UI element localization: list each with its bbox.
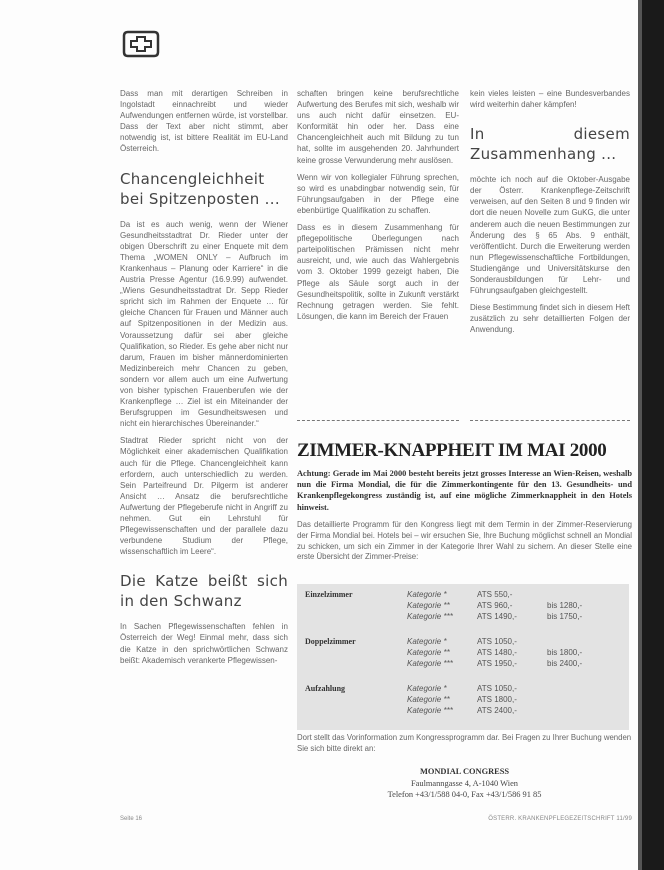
price-class: Kategorie ** <box>407 648 450 657</box>
price-class: Kategorie *** <box>407 612 453 621</box>
cross-emblem-icon <box>122 30 160 58</box>
price-from: ATS 960,- <box>477 601 513 610</box>
price-from: ATS 1800,- <box>477 695 517 704</box>
price-table <box>297 584 629 730</box>
room-category: Einzelzimmer <box>305 590 353 599</box>
paragraph: Stadtrat Rieder spricht nicht von der Möglichkeit einer akademischen Qualifikation auch für die Pflege. Chancengleichheit kann erfordern, auch unterschiedlich zu werden. Sein Parteifreund Dr. Pilgerm ist anderer Ansicht … Ansatz die berufsrechtliche Aufwertung der Pflegeberufe nicht in Angriff zu nehmen. Gut ein Lehrstuhl für Pflegewissenschaften und der parallele dazu verbundene Studium der Pflege, wissenschaftlich im Leere“. <box>120 436 288 557</box>
price-from: ATS 2400,- <box>477 706 517 715</box>
price-class: Kategorie *** <box>407 706 453 715</box>
paragraph: In Sachen Pflegewissenschaften fehlen in Österreich der Weg! Einmal mehr, dass sich die Katze in den sprichwörtlichen Schwanz beißt: Akademisch verankerte Pflegewissen- <box>120 622 288 665</box>
contact-organization: MONDIAL CONGRESS <box>419 767 510 776</box>
paragraph: Dass man mit derartigen Schreiben in Ingolstadt einnachreibt und wieder Aufwendungen entfernen würde, ist vorstellbar. Dass der Text aber nicht stimmt, aber notwendig ist, ist bittere Realität im EU-Land Österreich. <box>120 89 288 154</box>
price-from: ATS 1950,- <box>477 659 517 668</box>
column-left <box>120 88 288 672</box>
page-number: Seite 16 <box>120 816 143 822</box>
price-from: ATS 1490,- <box>477 612 517 621</box>
contact-phone: Telefon +43/1/588 04-0, Fax +43/1/586 91 85 <box>387 790 542 799</box>
price-class: Kategorie * <box>407 637 447 646</box>
price-class: Kategorie ** <box>407 695 450 704</box>
article-title: ZIMMER-KNAPPHEIT IM MAI 2000 <box>297 440 607 461</box>
paragraph: möchte ich noch auf die Oktober-Ausgabe der Österr. Krankenpflege-Zeitschrift verweisen, auf den Seiten 8 und 9 finden wir dort die neuen Novelle zum GuKG, die unter anderem auch die neuen Bestimmungen zur Änderung des § 65 Abs. 9 enthält, veröffentlicht. Durch die Erweiterung werden nun Pflegewissenschaftliche Fortbildungen, Studiengänge und Universitätskurse den Sonderausbildungen für Lehr- und Führungsaufgaben gleichgestellt. <box>470 175 630 296</box>
price-from: ATS 1480,- <box>477 648 517 657</box>
article-closing: Dort stellt das Vorinformation zum Kongressprogramm dar. Bei Fragen zu Ihrer Buchung wenden Sie sich bitte direkt an: <box>297 733 632 753</box>
column-right <box>470 88 630 342</box>
contact-address: Faulmanngasse 4, A-1040 Wien <box>411 778 518 788</box>
section-heading-zusammenhang: In diesem Zusammenhang ... <box>470 125 630 164</box>
paragraph: Dass es in diesem Zusammenhang für pflegepolitische Überlegungen nach parteipolitischen Prämissen nicht mehr ausreicht, und, wie auch das Wahlergebnis vom 3. Oktober 1999 gezeigt haben, Die Pflege als Säule sorgt auch in der Gesundheitspolitik, sollte in Zukunft verstärkt Rechnung getragen werden. Sie fehlt. Lösungen, die kann im Bereich der Frauen <box>297 223 459 321</box>
price-from: ATS 1050,- <box>477 637 517 646</box>
book-spine <box>642 0 664 870</box>
contact-block <box>297 766 632 801</box>
price-class: Kategorie ** <box>407 601 450 610</box>
price-to: bis 2400,- <box>547 659 583 668</box>
price-from: ATS 1050,- <box>477 684 517 693</box>
price-from: ATS 550,- <box>477 590 513 599</box>
paragraph: Da ist es auch wenig, wenn der Wiener Gesundheitsstadtrat Dr. Rieder unter der obigen Überschrift zu einer Enquete mit dem Thema „WOMEN ONLY – Aufbruch im Krankenhaus – Planung oder Karriere“ in die Austria Presse Agentur (16.9.99) aufwendet. „Wiens Gesundheitsstadtrat Dr. Sepp Rieder spricht sich im Rahmen der Enquete … für gleiche Chancen für Frauen und Männer auch auf Spitzenpositionen in der Medizin aus. Voraussetzung dafür sei aber gleiche Qualifikation, so Rieder. Es gehe aber nicht nur darum, Frauen im bisher männerdominierten Medizinbereich mehr Chancen zu geben, sondern vor allem auch um eine Aufwertung von bisher typischen Frauenberufen wie der Krankenpflege … Ziel ist ein Miteinander der Berufsgruppen im Gesundheitswesen und nicht ein hierarchisches Übereinander.“ <box>120 219 288 429</box>
paragraph: kein vieles leisten – eine Bundesverbandes wird weiterhin daher kämpfen! <box>470 89 630 110</box>
article-lead: Achtung: Gerade im Mai 2000 besteht bereits jetzt grosses Interesse an Wien-Reisen, weshalb nun die Firma Mondial, die für die Zimmerkontingente für den 13. Gesundheits- und Krankenpflegekongress zuständig ist, auf eine mögliche Zimmerknappheit in den Hotels hinweist. <box>297 469 632 512</box>
dashed-divider <box>470 420 630 421</box>
price-to: bis 1280,- <box>547 601 583 610</box>
room-category: Doppelzimmer <box>305 637 356 646</box>
price-class: Kategorie * <box>407 590 447 599</box>
article-body: Das detaillierte Programm für den Kongress liegt mit dem Termin in der Zimmer-Reservierung der Firma Mondial bei. Hotels bei – wir ersuchen Sie, Ihre Buchung möglichst schnell an Mondial zu schicken, um sich ein Zimmer in der Kategorie Ihrer Wahl zu sichern. An dieser Stelle eine erste Übersicht der Zimmer-Preise: <box>297 520 632 562</box>
running-footer: ÖSTERR. KRANKENPFLEGEZEITSCHRIFT 11/99 <box>488 816 632 822</box>
paragraph: Wenn wir von kollegialer Führung sprechen, so wird es unabdingbar notwendig sein, für Führungsaufgaben in der Pflege eine ebenbürtige Qualifikation zu schaffen. <box>297 172 459 215</box>
room-category: Aufzahlung <box>305 684 346 693</box>
section-heading-chancengleichheit: Chancengleichheit bei Spitzenposten ... <box>120 169 280 208</box>
column-middle <box>297 88 459 328</box>
paragraph: schaften bringen keine berufsrechtliche Aufwertung des Berufes mit sich, weshalb wir uns auch nicht dafür einsetzen. EU-Konformität hin oder her. Dass eine Chancengleichheit auch mit Bildung zu tun hat, sollte im ausgehenden 20. Jahrhundert keine grosse Verwunderung mehr auslösen. <box>297 89 459 165</box>
section-heading-katze: Die Katze beißt sich in den Schwanz <box>120 572 288 611</box>
dashed-divider <box>297 420 459 421</box>
paragraph: Diese Bestimmung findet sich in diesem Heft zusätzlich zu sehr detaillierten Folgen der Anwendung. <box>470 303 630 335</box>
price-to: bis 1800,- <box>547 648 583 657</box>
price-to: bis 1750,- <box>547 612 583 621</box>
price-class: Kategorie *** <box>407 659 453 668</box>
price-class: Kategorie * <box>407 684 447 693</box>
